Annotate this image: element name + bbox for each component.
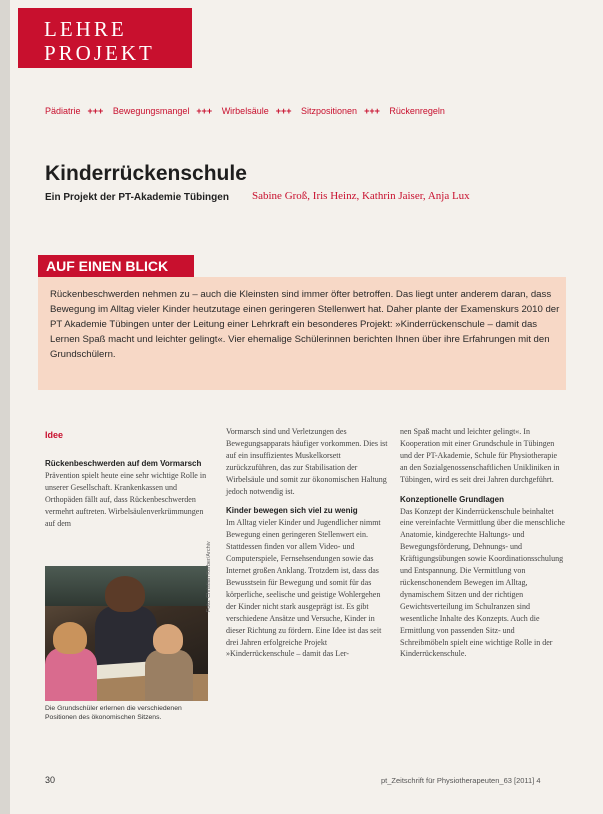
- page-number: 30: [45, 775, 56, 785]
- topic-separator: +++: [87, 106, 104, 116]
- column-1: [45, 458, 210, 530]
- article-subtitle: Ein Projekt der PT-Akademie Tübingen: [45, 192, 229, 203]
- photo-credit: Foto: Christian Kerber/Archiv: [206, 541, 212, 612]
- journal-footer: pt_Zeitschrift für Physiotherapeuten_63 [2011] 4: [381, 776, 541, 785]
- subheading: Kinder bewegen sich viel zu wenig: [226, 506, 358, 516]
- article-title: Kinderrückenschule: [45, 162, 247, 185]
- summary-label: AUF EINEN BLICK: [38, 255, 194, 277]
- topic-item: Bewegungsmangel: [112, 106, 190, 116]
- topic-item: Wirbelsäule: [221, 106, 269, 116]
- summary-box: [38, 277, 566, 390]
- photo-child-head: [153, 624, 183, 654]
- paragraph: Im Alltag vieler Kinder und Jugendlicher nimmt Bewegung einen geringeren Stellenwert ein. Stattdessen finden vor allem Video- und Computerspiele, Fernsehsendungen sowie das Internet großen Anklang. Trotzdem ist, dass das Bewusstsein für Bewegung und somit für das körperliche, seelische und geistige Wohlergehen der Kinder nicht stark ausgeprägt ist. Es gibt verschiedene Ansätze und Versuche, Kinder in dieser Richtung zu fördern. Eine Idee ist das seit drei Jahren erfolgreiche Projekt »Kinderrückenschule – damit das Ler-: [226, 518, 382, 659]
- scan-edge: [0, 0, 10, 814]
- photo-caption: Die Grundschüler erlernen die verschiedenen Positionen des ökonomischen Sitzens.: [45, 705, 182, 721]
- column-3: [400, 426, 565, 660]
- section-heading: Idee: [45, 430, 64, 440]
- header-line-1: LEHRE: [44, 17, 127, 41]
- photo-child-body: [45, 648, 97, 701]
- topic-separator: +++: [275, 106, 292, 116]
- paragraph: nen Spaß macht und leichter gelingt«. In Kooperation mit einer Grundschule in Tübingen und der PT-Akademie, Schule für Physiotherapie an den Sozialgenossenschaftlichen Unikliniken in Tübingen, wird es seit drei Jahren durchgeführt.: [400, 427, 560, 484]
- photo-child-body: [145, 650, 193, 701]
- subheading: Rückenbeschwerden auf dem Vormarsch: [45, 459, 202, 468]
- photo-child-head: [53, 622, 87, 654]
- paragraph: Vormarsch sind und Verletzungen des Bewegungsapparats häufiger vorkommen. Dies ist auf ein insuffizientes Muskelkorsett zurückzuführen, das zur Stabilisation der Wirbelsäule und somit zur ökonomischen Haltung jedoch notwendig ist.: [226, 427, 388, 496]
- article-authors: Sabine Groß, Iris Heinz, Kathrin Jaiser, Anja Lux: [252, 190, 470, 202]
- topic-separator: +++: [196, 106, 213, 116]
- header-line-2: PROJEKT: [44, 41, 155, 65]
- paragraph: Prävention spielt heute eine sehr wichtige Rolle in unserer Gesellschaft. Krankenkassen und Orthopäden fällt auf, dass Rückenbeschwerden vermehrt auftreten. Wirbelsäulenverkrümmungen auf dem: [45, 471, 207, 528]
- topic-item: Rückenregeln: [389, 106, 445, 116]
- topic-list: [45, 106, 452, 116]
- photo-teacher-head: [105, 576, 145, 612]
- column-2: [226, 426, 388, 660]
- subheading: Konzeptionelle Grundlagen: [400, 494, 505, 504]
- paragraph: Das Konzept der Kinderrückenschule beinhaltet eine vereinfachte Vermittlung über die menschliche Anatomie, kindgerechte Haltungs- und Bewegungsförderung, Dehnungs- und Kräftigungsübungen sowie Koordinationsschulung und Entspannung. Die Vermittlung von rückenschonendem Bewegen im Alltag, dynamischem Sitzen und der richtigen Gewichtsverteilung im Schulranzen sind wesentliche Inhalte des Konzepts. Auch die Ermittlung von passenden Sitz- und Schreibmöbeln spielt eine wichtige Rolle in der Kinderrückenschule.: [400, 506, 565, 659]
- topic-item: Sitzpositionen: [301, 106, 358, 116]
- section-header: [18, 8, 192, 68]
- topic-separator: +++: [364, 106, 380, 116]
- classroom-photo: [45, 566, 208, 701]
- summary-text: Rückenbeschwerden nehmen zu – auch die Kleinsten sind immer öfter betroffen. Das liegt unter anderem daran, dass Bewegung im Alltag vieler Kinder heutzutage einen geringeren Stellenwert hat. Daher plante der Examenskurs 2010 der PT Akademie Tübingen unter der Leitung einer Lehrkraft ein besonderes Projekt: »Kinderrückenschule – damit das Lernen Spaß macht und leichter gelingt«. Vier ehemalige Schülerinnen berichten Ihnen über ihre Erfahrungen mit den Grundschülern.: [50, 289, 560, 360]
- topic-item: Pädiatrie: [45, 106, 81, 116]
